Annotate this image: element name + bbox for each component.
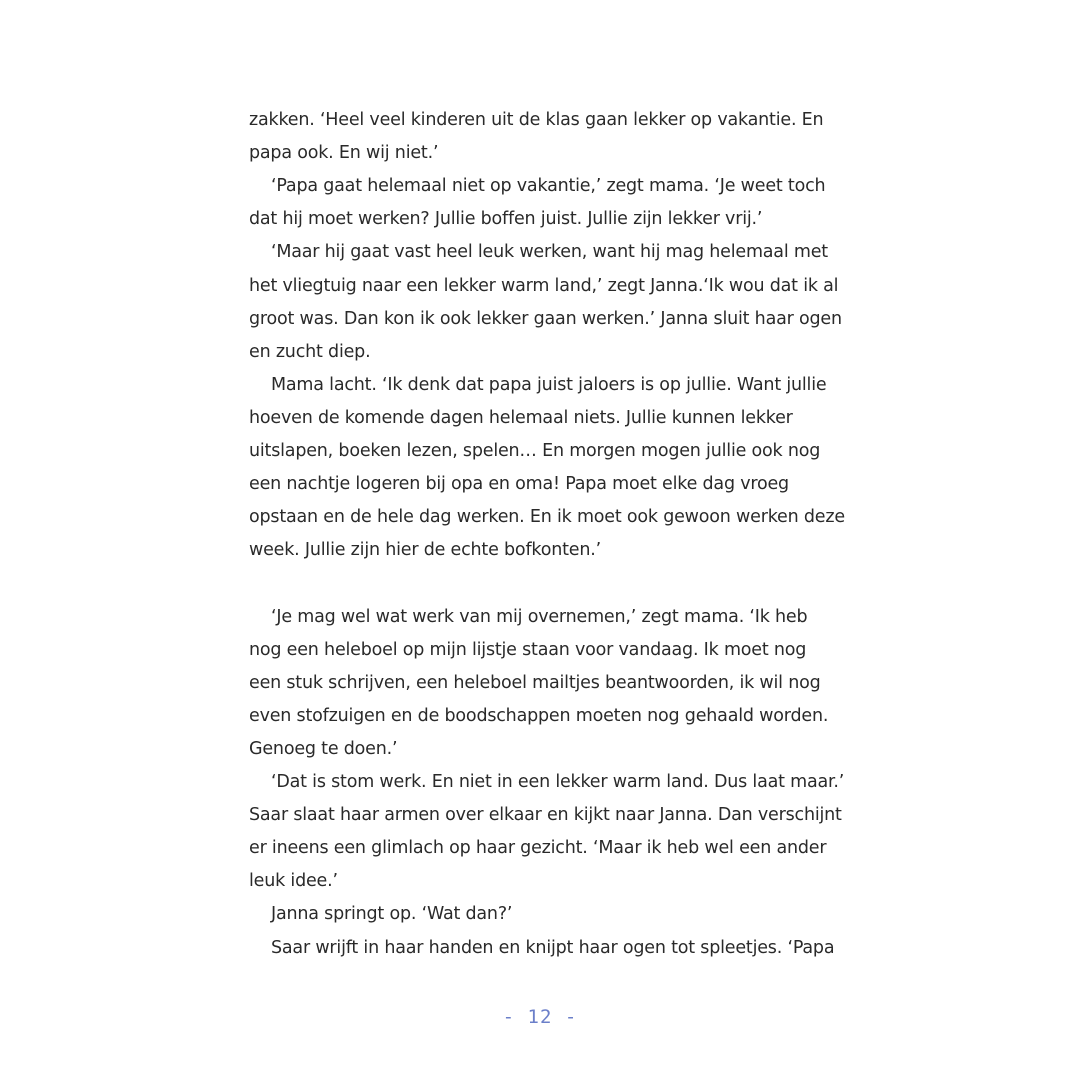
text-line: een nachtje logeren bij opa en oma! Papa moet elke dag vroeg	[249, 474, 789, 495]
text-line: leuk idee.’	[249, 871, 338, 892]
text-line: Mama lacht. ‘Ik denk dat papa juist jaloers is op jullie. Want jullie	[271, 374, 827, 395]
text-line: Genoeg te doen.’	[249, 738, 398, 759]
text-line: dat hij moet werken? Jullie boffen juist. Jullie zijn lekker vrij.’	[249, 209, 763, 230]
text-line: Saar slaat haar armen over elkaar en kijkt naar Janna. Dan verschijnt	[249, 805, 842, 826]
text-line: uitslapen, boeken lezen, spelen… En morgen mogen jullie ook nog	[249, 441, 821, 461]
text-line: er ineens een glimlach op haar gezicht. ‘Maar ik heb wel een ander	[249, 838, 827, 859]
text-line: hoeven de komende dagen helemaal niets. Jullie kunnen lekker	[249, 407, 793, 428]
text-line: groot was. Dan kon ik ook lekker gaan werken.’ Janna sluit haar ogen	[249, 308, 842, 329]
text-line: Saar wrijft in haar handen en knijpt haar ogen tot spleetjes. ‘Papa	[271, 937, 835, 958]
text-line: opstaan en de hele dag werken. En ik moet ook gewoon werken deze	[249, 507, 845, 528]
text-line: een stuk schrijven, een heleboel mailtjes beantwoorden, ik wil nog	[249, 672, 821, 693]
text-line: ‘Dat is stom werk. En niet in een lekker warm land. Dus laat maar.’	[271, 772, 845, 792]
text-line: ‘Je mag wel wat werk van mij overnemen,’ zegt mama. ‘Ik heb	[271, 606, 808, 627]
text-line: nog een heleboel op mijn lijstje staan voor vandaag. Ik moet nog	[249, 639, 807, 660]
text-line: zakken. ‘Heel veel kinderen uit de klas gaan lekker op vakantie. En	[249, 110, 824, 130]
text-line: even stofzuigen en de boodschappen moeten nog gehaald worden.	[249, 705, 829, 726]
text-line: week. Jullie zijn hier de echte bofkonten.’	[249, 540, 601, 561]
text-line: ‘Papa gaat helemaal niet op vakantie,’ zegt mama. ‘Je weet toch	[271, 176, 826, 197]
text-line: het vliegtuig naar een lekker warm land,’ zegt Janna.‘Ik wou dat ik al	[249, 275, 839, 296]
text-line: en zucht diep.	[249, 341, 371, 362]
text-line: Janna springt op. ‘Wat dan?’	[271, 904, 513, 925]
text-line: ‘Maar hij gaat vast heel leuk werken, want hij mag helemaal met	[271, 242, 828, 263]
page-number: - 12 -	[502, 1006, 578, 1028]
text-line: papa ook. En wij niet.’	[249, 143, 439, 164]
